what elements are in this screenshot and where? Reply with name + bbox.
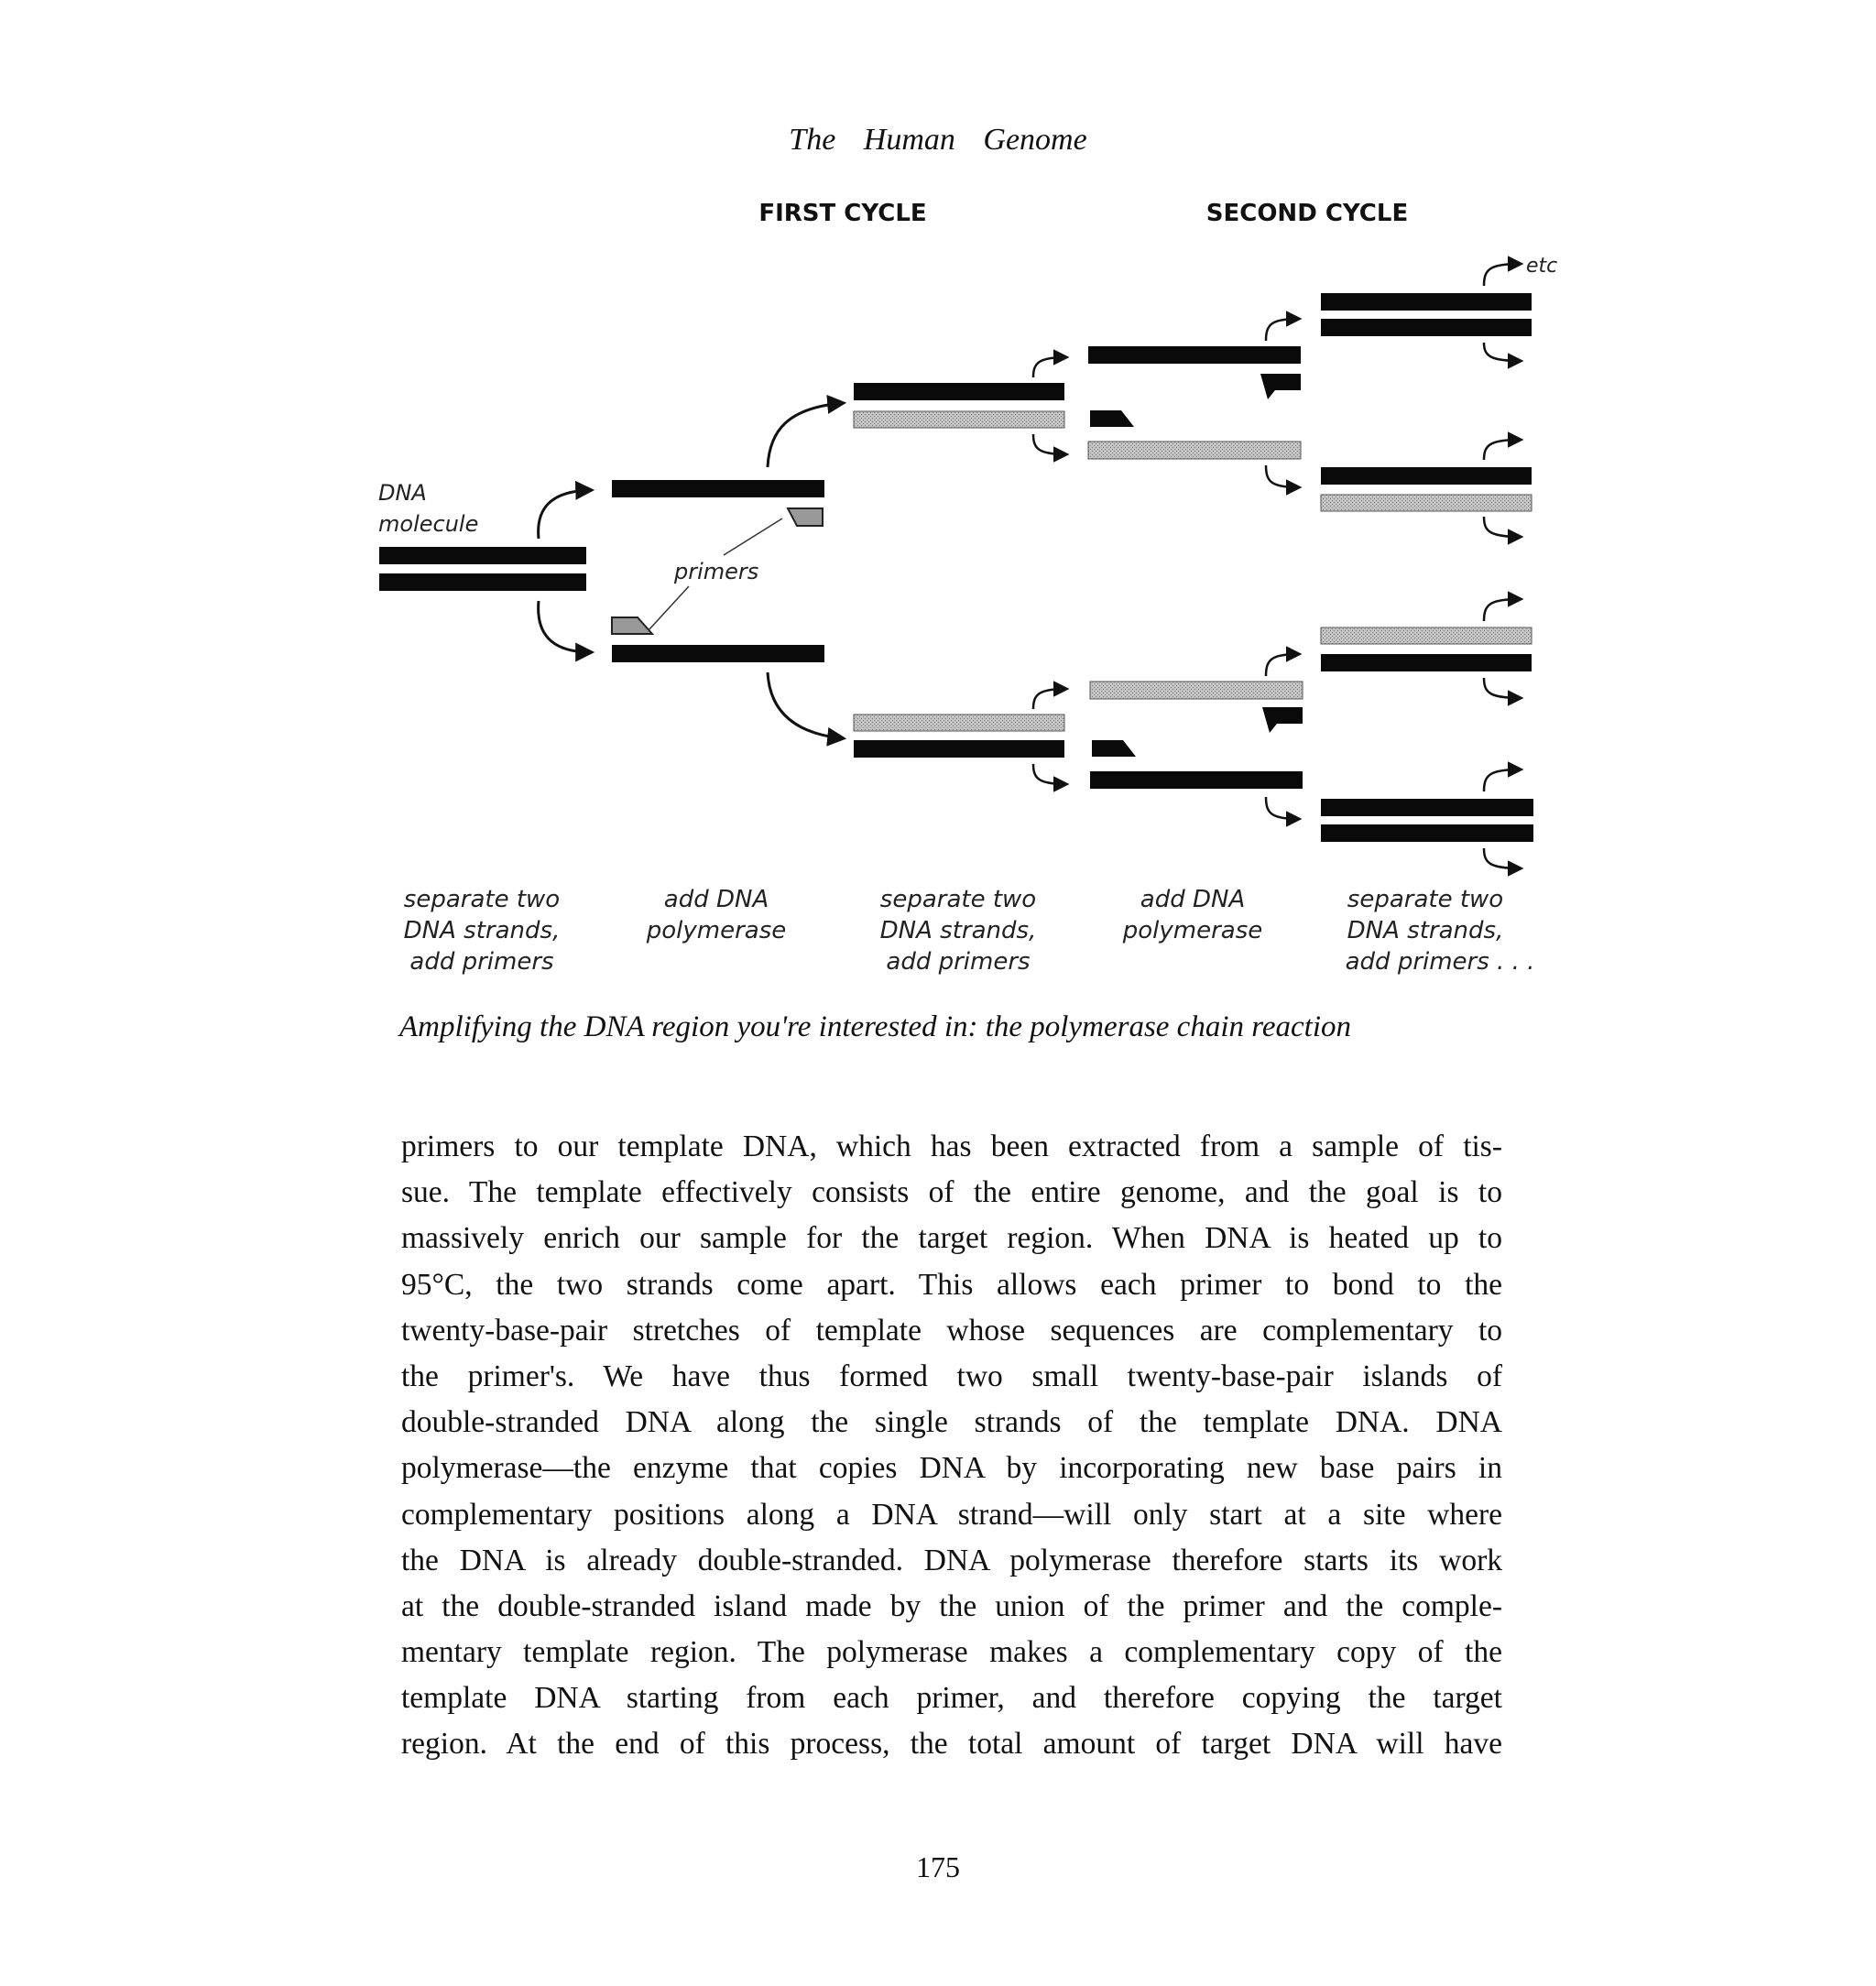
cycle2-b-strand (1088, 442, 1301, 459)
cycle2-p3-top (1321, 627, 1532, 644)
hook-1 (1033, 357, 1066, 377)
hook-6 (1266, 465, 1299, 487)
cycle2-p1-bottom (1321, 319, 1532, 336)
body-line: the DNA is already double-stranded. DNA polymerase therefore starts its work (401, 1543, 1502, 1577)
hook-13 (1484, 599, 1521, 621)
body-line: at the double-stranded island made by the union of the primer and the comple- (401, 1588, 1502, 1623)
dna-strand-bottom (379, 573, 586, 591)
cycle2-a-primer (1260, 374, 1301, 399)
body-line: region. At the end of this process, the total amount of target DNA will have (401, 1727, 1502, 1762)
step-5-line-2: DNA strands, (1347, 917, 1504, 944)
cycle2-p4-bottom (1321, 824, 1533, 842)
body-line: sue. The template effectively consists of the entire genome, and the goal is to (401, 1175, 1502, 1210)
second-cycle-label: SECOND CYCLE (1205, 200, 1409, 227)
cycle2-d-primer (1092, 740, 1136, 757)
step-label-3 (880, 886, 1037, 976)
primer-pointer-lower (649, 586, 689, 630)
step-3-line-3: add primers (886, 948, 1031, 976)
body-line: double-stranded DNA along the single strands of the template DNA. DNA (401, 1405, 1502, 1440)
step-label-5 (1346, 886, 1535, 976)
step-label-1 (404, 886, 561, 976)
step-5-line-3: add primers . . . (1345, 948, 1535, 976)
hook-2 (1033, 434, 1066, 454)
running-head: The Human Genome (789, 123, 1087, 157)
dna-strand-top (379, 547, 586, 564)
body-line: complementary positions along a DNA strand—will only start at a site where (401, 1497, 1502, 1532)
body-line: template DNA starting from each primer, and therefore copying the target (401, 1681, 1502, 1716)
hook-9 (1484, 264, 1521, 286)
dna-label: DNA (378, 480, 427, 506)
step-3-line-1: separate two (879, 886, 1037, 913)
hook-3 (1033, 689, 1066, 709)
hook-7 (1266, 654, 1299, 676)
step-4-line-2: polymerase (1122, 917, 1263, 944)
step-label-2 (646, 886, 787, 944)
step-2-line-1: add DNA (663, 886, 769, 913)
step-4-line-1: add DNA (1140, 886, 1246, 913)
hook-14 (1484, 678, 1521, 698)
figure-caption: Amplifying the DNA region you're interested in: the polymerase chain reaction (399, 1010, 1352, 1043)
cycle2-p4-top (1321, 799, 1533, 816)
hook-5 (1266, 319, 1299, 341)
cycle2-p1-top (1321, 293, 1532, 311)
step-3-line-2: DNA strands, (879, 917, 1037, 944)
step-label-4 (1122, 886, 1263, 944)
hook-10 (1484, 343, 1521, 361)
cycle2-b-primer (1090, 410, 1134, 427)
step-5-line-1: separate two (1347, 886, 1504, 913)
hook-16 (1484, 848, 1521, 868)
etc-label: etc (1526, 255, 1558, 278)
step-2-line-2: polymerase (646, 917, 787, 944)
primers-label: primers (674, 559, 759, 584)
cycle1-b-original (854, 740, 1064, 758)
cycle2-p3-bottom (1321, 654, 1532, 671)
split-arrow-down (539, 601, 591, 652)
step-1-line-3: add primers (409, 948, 554, 976)
cycle1-arrow-down (768, 672, 843, 738)
cycle2-c-primer (1262, 707, 1303, 733)
first-cycle-label: FIRST CYCLE (758, 200, 927, 227)
split-arrow-up (539, 490, 591, 539)
single-strand-lower (612, 645, 824, 662)
hook-15 (1484, 769, 1521, 791)
body-line: polymerase—the enzyme that copies DNA by incorporating new base pairs in (401, 1451, 1502, 1486)
cycle2-d-strand (1090, 771, 1303, 789)
step-1-line-2: DNA strands, (403, 917, 561, 944)
molecule-label: molecule (378, 511, 479, 537)
hook-11 (1484, 440, 1521, 460)
body-line: 95°C, the two strands come apart. This allows each primer to bond to the (401, 1267, 1502, 1302)
cycle1-arrow-up (768, 403, 843, 467)
cycle1-a-new (854, 411, 1064, 428)
step-1-line-1: separate two (403, 886, 561, 913)
page-number: 175 (916, 1850, 960, 1883)
primer-lower (612, 617, 652, 634)
cycle2-a-strand (1088, 346, 1301, 364)
hook-12 (1484, 517, 1521, 537)
body-line: mentary template region. The polymerase makes a complementary copy of the (401, 1635, 1502, 1670)
body-line: massively enrich our sample for the target region. When DNA is heated up to (401, 1221, 1502, 1256)
cycle1-b-new (854, 715, 1064, 731)
cycle2-p2-bottom (1321, 495, 1532, 511)
body-text (401, 1124, 1502, 1768)
primer-upper (788, 508, 823, 526)
body-line: the primer's. We have thus formed two small twenty-base-pair islands of (401, 1359, 1502, 1393)
cycle1-a-original (854, 383, 1064, 400)
primer-pointer-upper (724, 518, 782, 555)
body-line: twenty-base-pair stretches of template whose sequences are complementary to (401, 1313, 1502, 1348)
cycle2-c-strand (1090, 682, 1303, 699)
hook-4 (1033, 764, 1066, 784)
hook-8 (1266, 797, 1299, 819)
cycle2-p2-top (1321, 467, 1532, 485)
single-strand-upper (612, 480, 824, 497)
body-line: primers to our template DNA, which has been extracted from a sample of tis- (401, 1129, 1502, 1163)
